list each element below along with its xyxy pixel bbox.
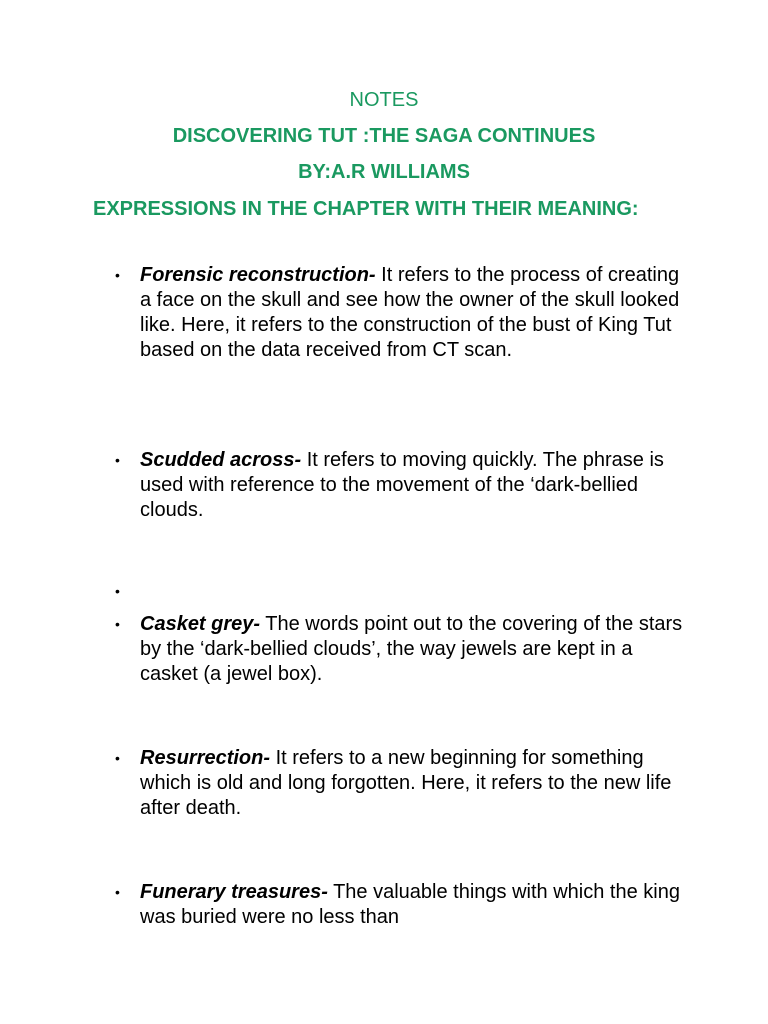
section-heading: EXPRESSIONS IN THE CHAPTER WITH THEIR MEANING:: [93, 198, 639, 220]
list-item-forensic-reconstruction: [115, 263, 688, 363]
definition: It refers to moving quickly. The phrase is used with reference to the movement of the ‘dark-bellied clouds.: [140, 449, 664, 521]
term: Funerary treasures-: [140, 881, 328, 903]
definition: It refers to the process of creating a face on the skull and see how the owner of the skull looked like. Here, it refers to the construction of the bust of King Tut based on the data received from CT scan.: [140, 264, 680, 361]
definition: It refers to a new beginning for something which is old and long forgotten. Here, it refers to the new life after death.: [140, 747, 672, 819]
term: Resurrection-: [140, 747, 271, 769]
list-item-casket-grey: [115, 612, 688, 687]
chapter-title: DISCOVERING TUT :THE SAGA CONTINUES: [172, 125, 596, 147]
bullet-icon: •: [115, 616, 120, 632]
list-item-resurrection: [115, 746, 688, 821]
list-item-funerary-treasures: [115, 880, 688, 930]
bullet-icon: •: [115, 884, 120, 900]
notes-label: NOTES: [349, 89, 419, 111]
list-item-scudded-across: [115, 448, 688, 523]
term: Scudded across-: [140, 449, 302, 471]
bullet-icon: •: [115, 583, 120, 599]
term: Forensic reconstruction-: [140, 264, 376, 286]
bullet-icon: •: [115, 452, 120, 468]
author-line: BY:A.R WILLIAMS: [298, 161, 470, 183]
term: Casket grey-: [140, 613, 261, 635]
definition: The valuable things with which the king was buried were no less than: [140, 881, 680, 928]
bullet-icon: •: [115, 267, 120, 283]
bullet-icon: •: [115, 750, 120, 766]
definition: The words point out to the covering of the stars by the ‘dark-bellied clouds’, the way jewels are kept in a casket (a jewel box).: [140, 613, 683, 685]
